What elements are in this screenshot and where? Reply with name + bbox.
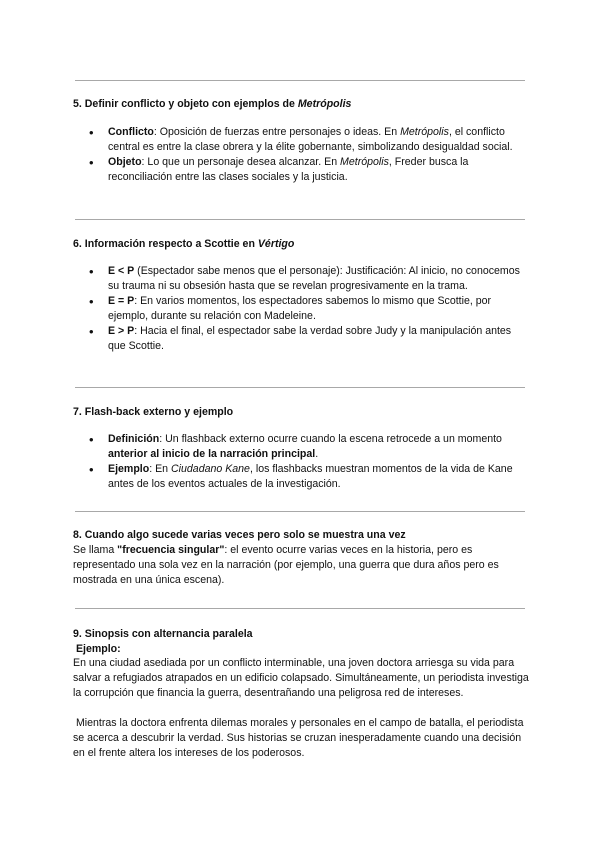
section-8-heading: 8. Cuando algo sucede varias veces pero solo se muestra una vez — [73, 529, 406, 541]
list-item: • Conflicto: Oposición de fuerzas entre personajes o ideas. En Metrópolis, el conflicto central es entre la clase obrera y la élite gobernante, simbolizando desigualdad social. — [89, 125, 529, 155]
section-9-paragraph-2: Mientras la doctora enfrenta dilemas morales y personales en el campo de batalla, el periodista se acerca a descubrir la verdad. Sus historias se cruzan inesperadamente cuando una decisión en el frente altera los intereses de los poderosos. — [73, 717, 527, 759]
divider-top — [75, 80, 525, 81]
section-9-label: Ejemplo: — [73, 643, 121, 655]
section-6-list — [89, 264, 529, 354]
section-9-heading: 9. Sinopsis con alternancia paralela — [73, 628, 253, 640]
section-9-paragraph-1: En una ciudad asediada por un conflicto interminable, una joven doctora arriesga su vida para salvar a refugiados atrapados en un edificio colapsado. Simultáneamente, un periodista investiga la corrupción que financia la guerra, desentrañando una peligrosa red de intereses. — [73, 657, 529, 699]
section-7-heading: 7. Flash-back externo y ejemplo — [73, 406, 234, 418]
list-item: • E = P: En varios momentos, los espectadores sabemos lo mismo que Scottie, por ejemplo, durante su relación con Madeleine. — [89, 294, 529, 324]
list-item: • E < P (Espectador sabe menos que el personaje): Justificación: Al inicio, no conocemos su trauma ni su obsesión hasta que se revelan progresivamente en la trama. — [89, 264, 529, 294]
list-item: • E > P: Hacia el final, el espectador sabe la verdad sobre Judy y la manipulación antes que Scottie. — [89, 324, 529, 354]
divider — [75, 387, 525, 388]
section-5-list — [89, 125, 529, 185]
section-6-heading: 6. Información respecto a Scottie en Vértigo — [73, 238, 295, 250]
list-item: • Ejemplo: En Ciudadano Kane, los flashbacks muestran momentos de la vida de Kane antes de los eventos actuales de la investigación. — [89, 462, 529, 492]
section-8-text: Se llama "frecuencia singular": el evento ocurre varias veces en la historia, pero es representado una sola vez en la narración (por ejemplo, una guerra que dura años pero es mostrada en una única escena). — [73, 544, 499, 586]
divider — [75, 219, 525, 220]
list-item: • Definición: Un flashback externo ocurre cuando la escena retrocede a un momento anterior al inicio de la narración principal. — [89, 432, 529, 462]
divider — [75, 608, 525, 609]
list-item: • Objeto: Lo que un personaje desea alcanzar. En Metrópolis, Freder busca la reconciliación entre las clases sociales y la justicia. — [89, 155, 529, 185]
section-5-heading: 5. Definir conflicto y objeto con ejemplos de Metrópolis — [73, 98, 352, 110]
section-7-list — [89, 432, 529, 492]
divider — [75, 511, 525, 512]
